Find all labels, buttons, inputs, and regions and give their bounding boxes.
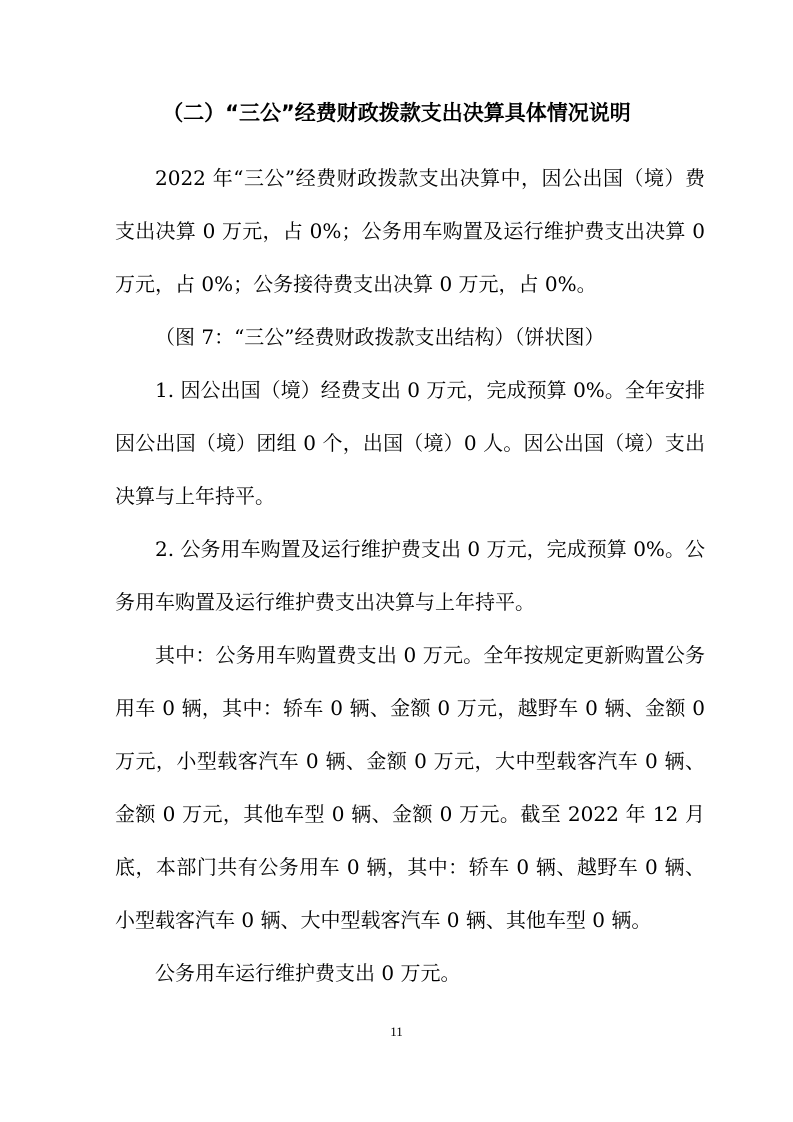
paragraph-vehicle-expense: 2. 公务用车购置及运行维护费支出 0 万元，完成预算 0%。公务用车购置及运行维护费支出决算与上年持平。 [115, 537, 705, 614]
section-heading: （二）“三公”经费财政拨款支出决算具体情况说明 [162, 101, 631, 125]
body-text [115, 152, 705, 1000]
paragraph-summary: 2022 年“三公”经费财政拨款支出决算中，因公出国（境）费支出决算 0 万元，占 0%；公务用车购置及运行维护费支出决算 0 万元，占 0%；公务接待费支出决算 0 万元，占 0%。 [115, 166, 705, 296]
page-number: 11 [390, 1024, 403, 1039]
paragraph-vehicle-purchase: 其中：公务用车购置费支出 0 万元。全年按规定更新购置公务用车 0 辆，其中：轿车 0 辆、金额 0 万元，越野车 0 辆、金额 0 万元，小型载客汽车 0 辆、金额 0 万元，大中型载客汽车 0 辆、金额 0 万元，其他车型 0 辆、金额 0 万元。截至 2022 年 12 月底，本部门共有公务用车 0 辆，其中：轿车 0 辆、越野车 0 辆、小型载客汽车 0 辆、大中型载客汽车 0 辆、其他车型 0 辆。 [115, 643, 705, 932]
paragraph-vehicle-maintenance: 公务用车运行维护费支出 0 万元。 [155, 961, 461, 985]
paragraph-figure-caption: （图 7：“三公”经费财政拨款支出结构）（饼状图） [155, 325, 605, 349]
paragraph-overseas-travel: 1. 因公出国（境）经费支出 0 万元，完成预算 0%。全年安排因公出国（境）团组 0 个，出国（境）0 人。因公出国（境）支出决算与上年持平。 [115, 378, 705, 508]
